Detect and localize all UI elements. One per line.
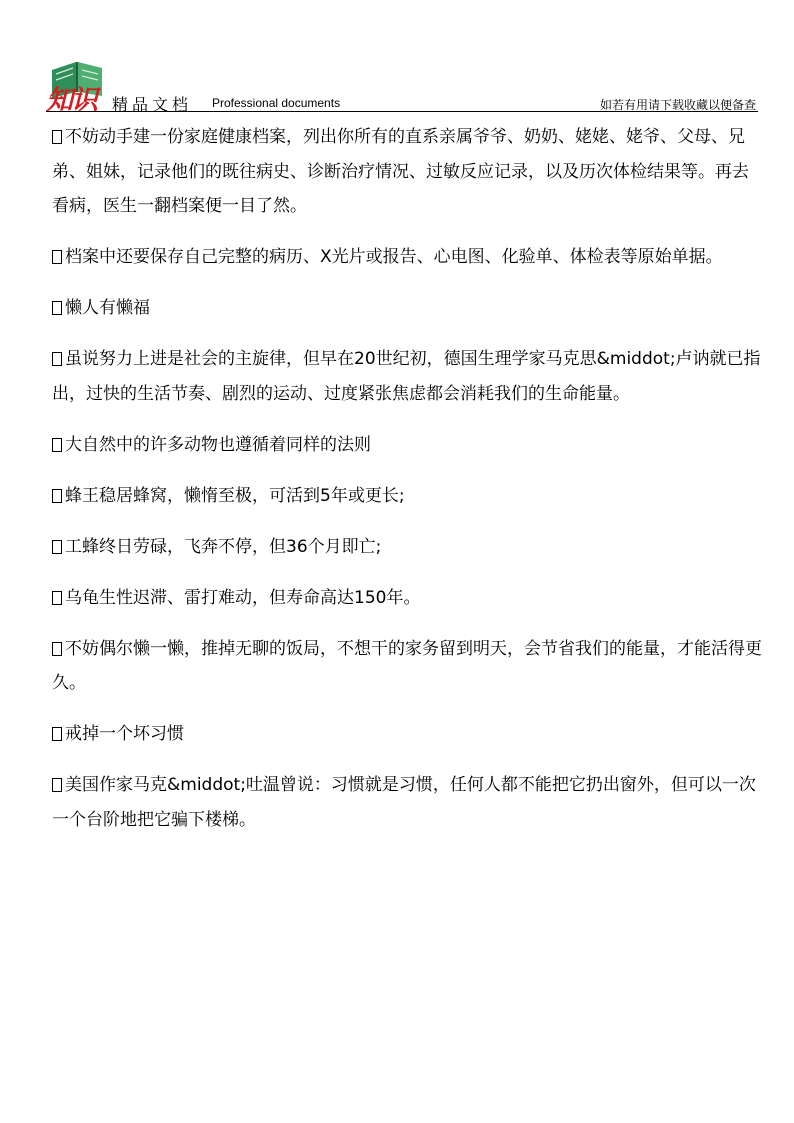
checkbox-bullet-icon [52, 540, 62, 554]
paragraph: 不妨偶尔懒一懒，推掉无聊的饭局，不想干的家务留到明天，会节省我们的能量，才能活得更久。 [52, 638, 762, 693]
paragraph: 大自然中的许多动物也遵循着同样的法则 [52, 428, 764, 479]
paragraph: 乌龟生性迟滞、雷打难动，但寿命高达150年。 [52, 581, 764, 632]
document-body [52, 120, 764, 854]
paragraph: 蜂王稳居蜂窝，懒惰至极，可活到5年或更长; [52, 479, 764, 530]
paragraph: 工蜂终日劳碌，飞奔不停，但36个月即亡; [52, 530, 764, 581]
checkbox-bullet-icon [52, 778, 62, 792]
paragraph: 档案中还要保存自己完整的病历、X光片或报告、心电图、化验单、体检表等原始单据。 [52, 240, 764, 291]
checkbox-bullet-icon [52, 130, 62, 144]
checkbox-bullet-icon [52, 642, 62, 656]
header-divider [46, 111, 758, 112]
brand-subtitle: Professional documents [212, 96, 341, 110]
brand-title: 精品文档 [112, 95, 193, 114]
checkbox-bullet-icon [52, 301, 62, 315]
logo-text: 知识 [46, 85, 96, 116]
checkbox-bullet-icon [52, 352, 62, 366]
checkbox-bullet-icon [52, 438, 62, 452]
checkbox-bullet-icon [52, 250, 62, 264]
header-tagline: 如若有用请下载收藏以便备查 [599, 98, 756, 112]
paragraph: 虽说努力上进是社会的主旋律，但早在20世纪初，德国生理学家马克思&middot;卢讷就已指出，过快的生活节奏、剧烈的运动、过度紧张焦虑都会消耗我们的生命能量。 [52, 349, 761, 404]
section-heading: 懒人有懒福 [52, 291, 764, 342]
checkbox-bullet-icon [52, 591, 62, 605]
paragraph: 美国作家马克&middot;吐温曾说：习惯就是习惯，任何人都不能把它扔出窗外，但可以一次一个台阶地把它骗下楼梯。 [52, 775, 756, 830]
section-heading: 戒掉一个坏习惯 [52, 717, 764, 768]
paragraph: 不妨动手建一份家庭健康档案，列出你所有的直系亲属爷爷、奶奶、姥姥、姥爷、父母、兄弟、姐妹，记录他们的既往病史、诊断治疗情况、过敏反应记录，以及历次体检结果等。再去看病，医生一翻档案便一目了然。 [52, 127, 749, 216]
page-header [0, 0, 794, 115]
checkbox-bullet-icon [52, 727, 62, 741]
checkbox-bullet-icon [52, 489, 62, 503]
